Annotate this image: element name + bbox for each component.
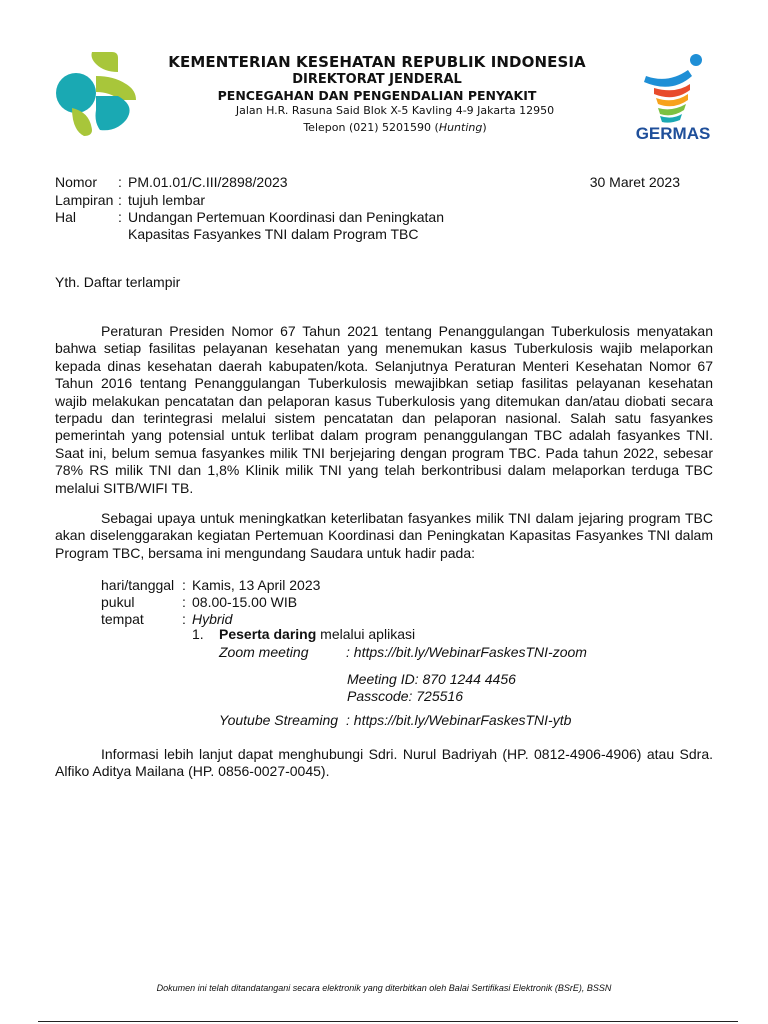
letterhead-division: PENCEGAHAN DAN PENGENDALIAN PENYAKIT <box>217 88 537 103</box>
youtube-link[interactable]: : https://bit.ly/WebinarFaskesTNI-ytb <box>346 712 572 728</box>
place-colon: : <box>182 611 186 627</box>
letterhead-ministry: KEMENTERIAN KESEHATAN REPUBLIK INDONESIA <box>168 53 586 71</box>
hal-colon: : <box>118 209 122 225</box>
youtube-label: Youtube Streaming <box>219 712 339 728</box>
date-label: hari/tanggal <box>101 577 175 593</box>
lampiran-value: tujuh lembar <box>128 192 206 208</box>
time-label: pukul <box>101 594 135 610</box>
lampiran-colon: : <box>118 192 122 208</box>
paragraph-3 <box>55 746 713 781</box>
phone-hunting: Hunting <box>438 121 483 134</box>
nomor-value: PM.01.01/C.III/2898/2023 <box>128 174 288 190</box>
paragraph-3-text: Informasi lebih lanjut dapat menghubungi Sdri. Nurul Badriyah (HP. 0812-4906-4906) atau Sdra. Alfiko Aditya Mailana (HP. 0856-0027-0045). <box>55 746 713 780</box>
germas-logo-icon <box>628 50 718 142</box>
item-rest: melalui aplikasi <box>316 626 416 642</box>
letter-date: 30 Maret 2023 <box>589 174 680 190</box>
nomor-colon: : <box>118 174 122 190</box>
meeting-id: Meeting ID: 870 1244 4456 <box>347 671 516 687</box>
zoom-link[interactable]: : https://bit.ly/WebinarFaskesTNI-zoom <box>346 644 587 660</box>
letterhead-directorate: DIREKTORAT JENDERAL <box>292 72 462 87</box>
phone-prefix: Telepon (021) 5201590 ( <box>303 121 439 134</box>
nomor-label: Nomor <box>55 174 98 190</box>
paragraph-1-text: Peraturan Presiden Nomor 67 Tahun 2021 tentang Penanggulangan Tuberkulosis menyatakan bahwa setiap fasilitas pelayanan kesehatan yang menemukan kasus Tuberkulosis wajib melaporkan kepada dinas kesehatan daerah kabupaten/kota. Selanjutnya Peraturan Menteri Kesehatan Nomor 67 Tahun 2016 tentang Penanggulangan Tuberkulosis mewajibkan setiap fasilitas pelayanan kesehatan wajib melakukan pencatatan dan pelaporan kasus Tuberkulosis yang ditemukan dan/atau diobati secara terpadu dan terintegrasi melalui sistem pencatatan dan pelaporan nasional. Salah satu fasyankes pemerintah yang potensial untuk terlibat dalam program penanggulangan TBC adalah fasyankes TNI. Saat ini, belum semua fasyankes milik TNI berjejaring dengan program TBC. Pada tahun 2022, sebesar 78% RS milik TNI dan 1,8% Klinik milik TNI yang telah berkontribusi dalam melaporkan terduga TBC melalui SITB/WIFI TB. <box>55 323 713 496</box>
item-number: 1. <box>192 626 204 642</box>
passcode: Passcode: 725516 <box>347 688 463 704</box>
letterhead-phone <box>180 121 610 134</box>
time-colon: : <box>182 594 186 610</box>
date-value: Kamis, 13 April 2023 <box>192 577 321 593</box>
paragraph-1 <box>55 323 713 497</box>
salutation: Yth. Daftar terlampir <box>55 274 181 290</box>
zoom-label: Zoom meeting <box>219 644 309 660</box>
meta-lampiran-row <box>55 192 205 208</box>
paragraph-2-text: Sebagai upaya untuk meningkatkan keterlibatan fasyankes milik TNI dalam jejaring program TBC akan diselenggarakan kegiatan Pertemuan Koordinasi dan Peningkatan Kapasitas Fasyankes TNI dalam Program TBC, bersama ini mengundang Saudara untuk hadir pada: <box>55 510 713 561</box>
footer-rule <box>38 1021 738 1022</box>
meta-nomor-row <box>55 174 288 190</box>
item-text <box>219 626 415 642</box>
footer-note: Dokumen ini telah ditandatangani secara elektronik yang diterbitkan oleh Balai Sertifikasi Elektronik (BSrE), BSSN <box>156 983 612 993</box>
lampiran-label: Lampiran <box>55 192 114 208</box>
phone-suffix: ) <box>482 121 487 134</box>
time-value: 08.00-15.00 WIB <box>192 594 298 610</box>
hal-value-line2: Kapasitas Fasyankes TNI dalam Program TBC <box>128 226 419 242</box>
hal-value-line1: Undangan Pertemuan Koordinasi dan Peningkatan <box>128 209 445 225</box>
letterhead-address: Jalan H.R. Rasuna Said Blok X-5 Kavling 4-9 Jakarta 12950 <box>235 104 555 117</box>
date-colon: : <box>182 577 186 593</box>
hal-label: Hal <box>55 209 77 225</box>
germas-label: GERMAS <box>635 124 711 142</box>
item-bold: Peserta daring <box>219 626 317 642</box>
place-label: tempat <box>101 611 144 627</box>
meta-hal-row <box>55 209 444 225</box>
kemenkes-logo-icon <box>52 50 136 136</box>
place-value: Hybrid <box>192 611 233 627</box>
paragraph-2 <box>55 510 713 562</box>
